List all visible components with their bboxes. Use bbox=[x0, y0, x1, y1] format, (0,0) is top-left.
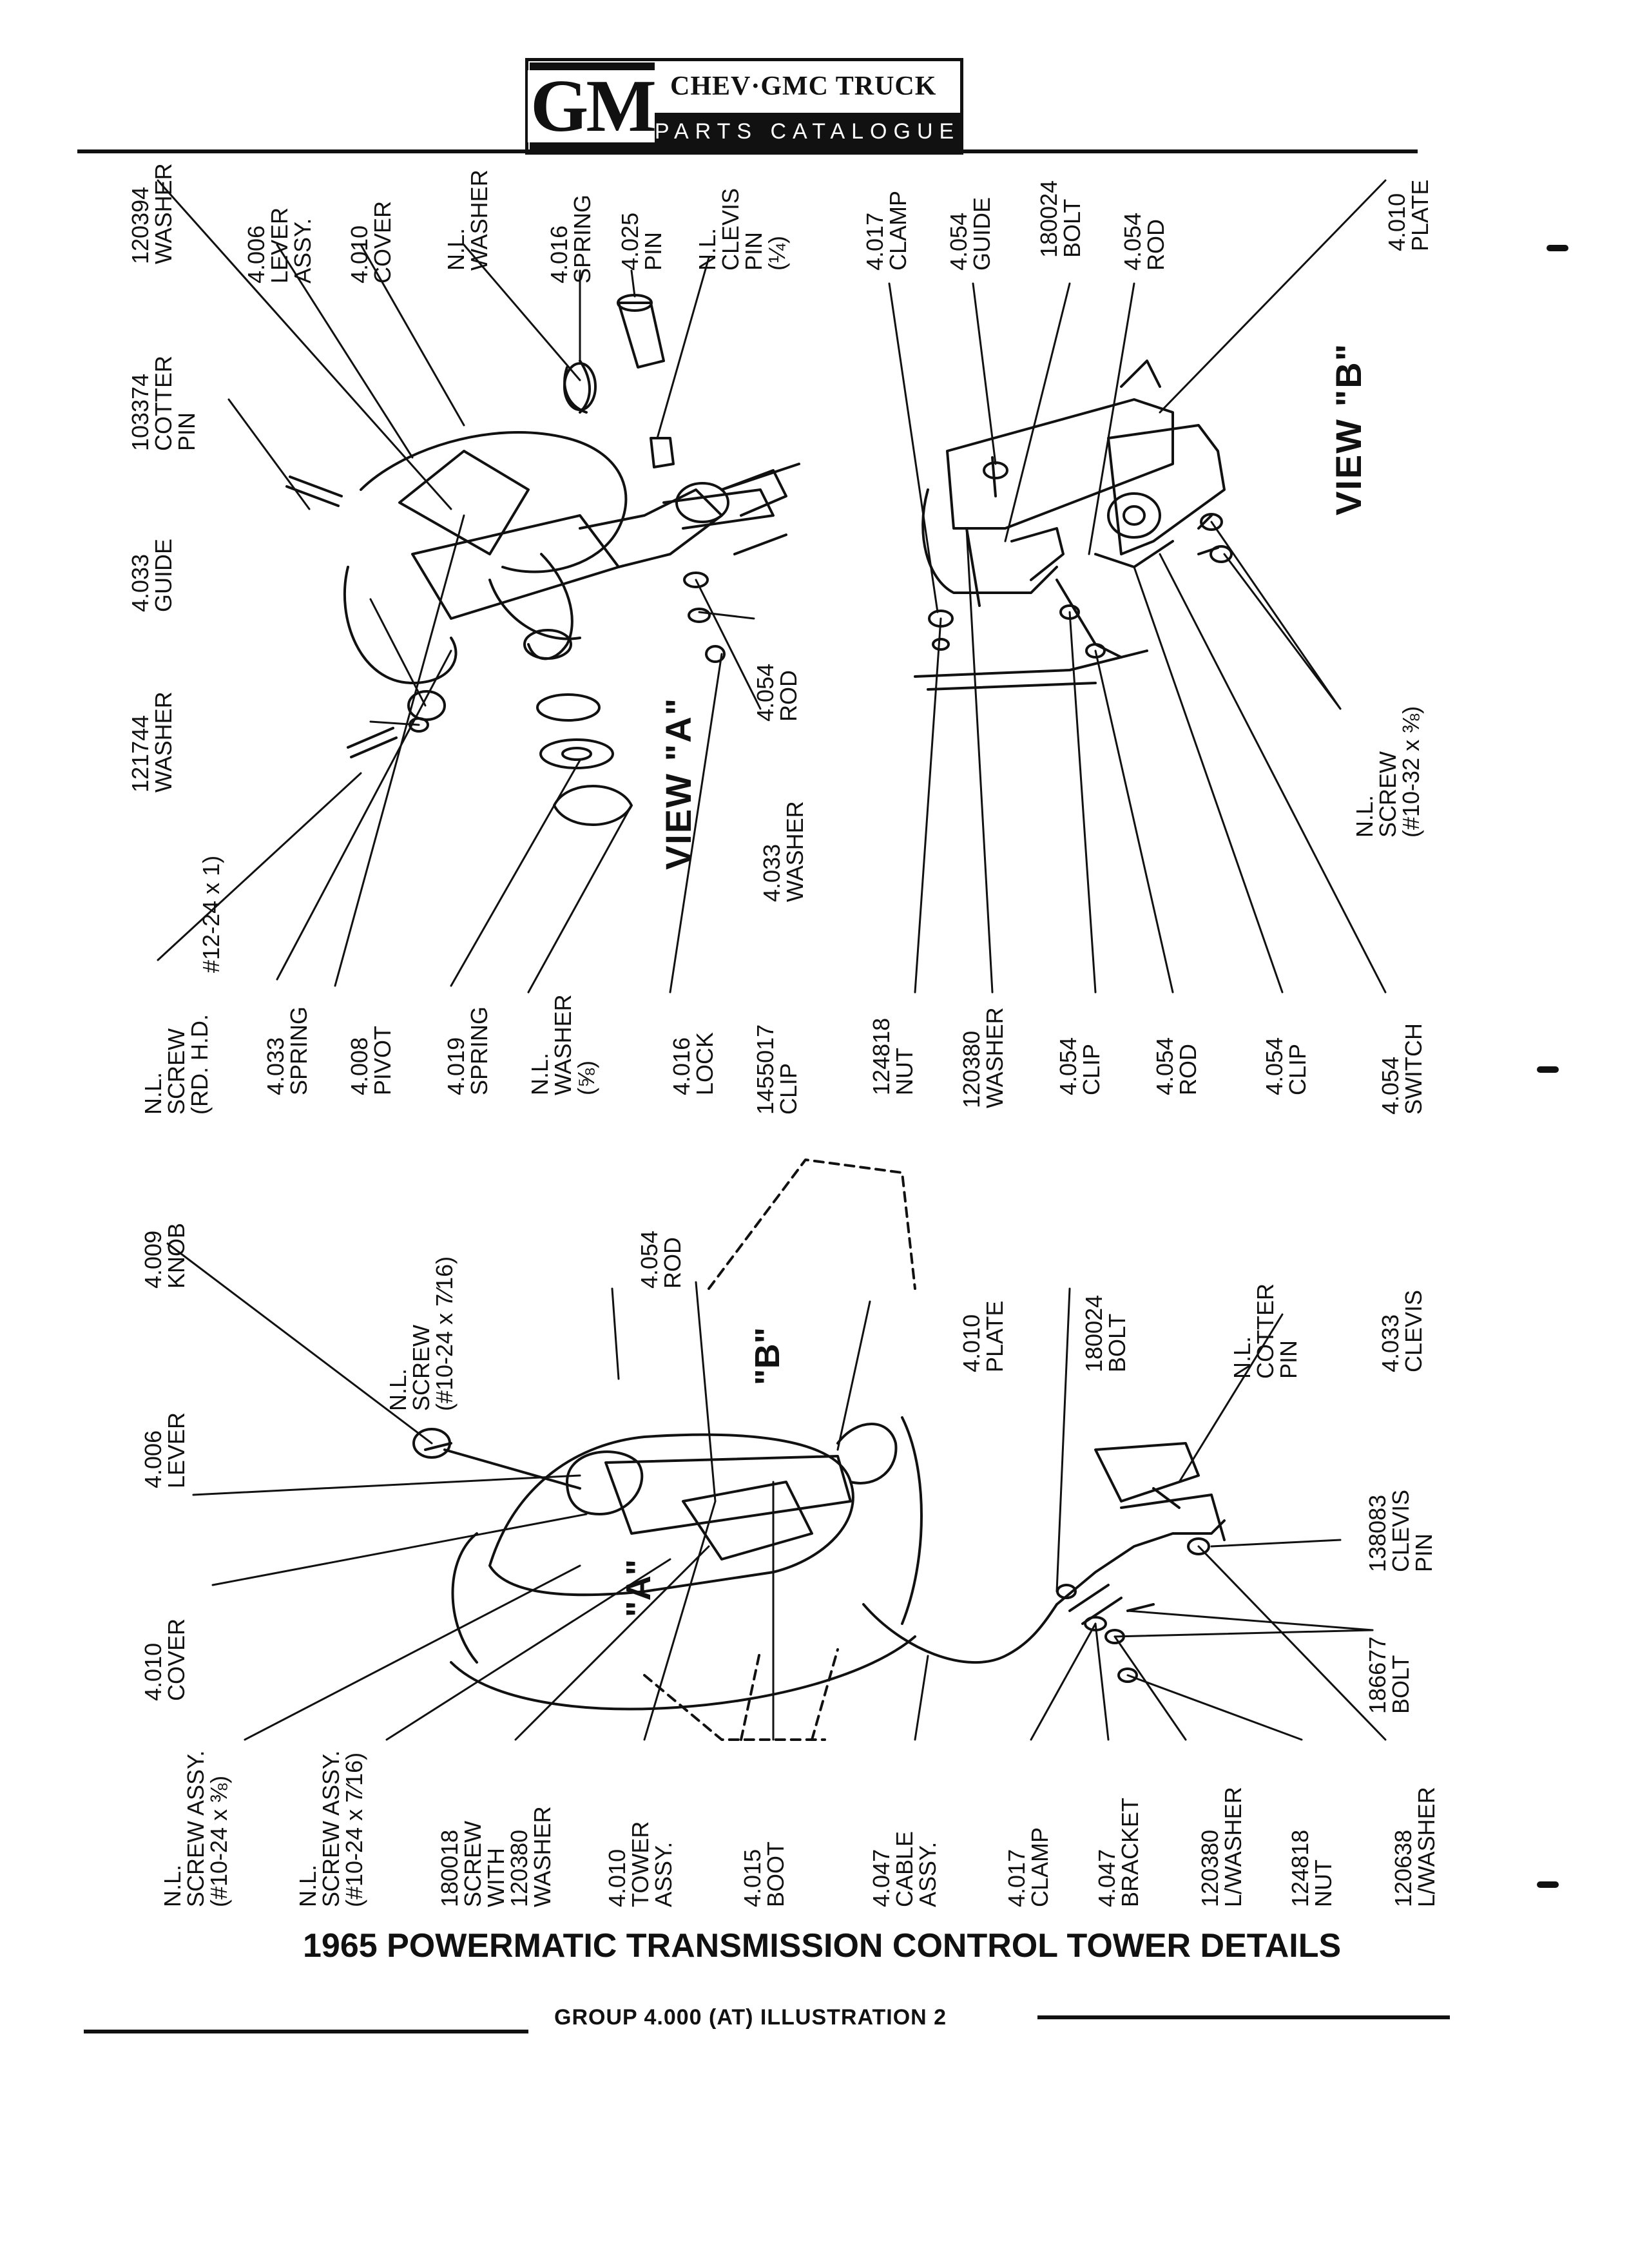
label-180024-bolt-b: 180024 BOLT bbox=[1036, 180, 1085, 258]
label-4010-plate-b: 4.010 PLATE bbox=[1383, 179, 1433, 251]
label-4010-tower-assy: 4.010 TOWER ASSY. bbox=[604, 1821, 677, 1907]
label-4033-spring: 4.033 SPRING bbox=[262, 1006, 312, 1095]
label-nl-cotter-pin-main: N.L. COTTER PIN bbox=[1229, 1283, 1302, 1379]
label-4017-clamp-main: 4.017 CLAMP bbox=[1003, 1827, 1053, 1907]
label-4054-rod-a: 4.054 ROD bbox=[752, 663, 802, 722]
label-4054-rod-c: 4.054 ROD bbox=[1152, 1037, 1201, 1095]
label-4010-plate-main: 4.010 PLATE bbox=[958, 1300, 1008, 1372]
label-4006-lever: 4.006 LEVER bbox=[140, 1412, 189, 1488]
callout-b: "B" bbox=[748, 1327, 787, 1385]
label-nl-screw-b: N.L. SCREW (#10-32 x ⅜) bbox=[1351, 706, 1424, 838]
label-121744-washer: 121744 WASHER bbox=[127, 691, 177, 793]
label-4047-bracket: 4.047 BRACKET bbox=[1094, 1797, 1143, 1907]
footer-rule-left bbox=[84, 2030, 528, 2033]
catalogue-name: PARTS CATALOGUE bbox=[655, 113, 960, 150]
margin-mark bbox=[1537, 1881, 1559, 1888]
label-124818-nut-main: 124818 NUT bbox=[1287, 1829, 1336, 1907]
label-4006-lever-assy: 4.006 LEVER ASSY. bbox=[243, 207, 316, 284]
label-nl-screw-assy-716: N.L. SCREW ASSY. (#10-24 x 7⁄16) bbox=[294, 1750, 367, 1907]
label-4009-knob: 4.009 KNOB bbox=[140, 1222, 189, 1289]
label-4054-clip-1: 4.054 CLIP bbox=[1055, 1037, 1104, 1095]
label-180018-screw: 180018 SCREW WITH 120380 WASHER bbox=[436, 1806, 555, 1907]
label-4047-cable-assy: 4.047 CABLE ASSY. bbox=[868, 1831, 941, 1907]
label-4017-clamp-b: 4.017 CLAMP bbox=[862, 190, 911, 271]
label-4054-clip-2: 4.054 CLIP bbox=[1261, 1037, 1311, 1095]
label-nl-screw-main: N.L. SCREW (#10-24 x 7⁄16) bbox=[385, 1256, 458, 1411]
label-4033-guide: 4.033 GUIDE bbox=[127, 538, 177, 612]
brand-name: CHEV·GMC TRUCK bbox=[670, 72, 937, 101]
label-4016-lock: 4.016 LOCK bbox=[668, 1032, 718, 1095]
label-screw-size: #12-24 x 1) bbox=[198, 855, 224, 973]
label-138083-clevis-pin: 138083 CLEVIS PIN bbox=[1364, 1489, 1437, 1572]
label-4008-pivot: 4.008 PIVOT bbox=[346, 1025, 396, 1095]
page-subtitle: GROUP 4.000 (AT) ILLUSTRATION 2 bbox=[554, 2005, 947, 2030]
label-4033-washer: 4.033 WASHER bbox=[758, 801, 808, 902]
label-4015-boot: 4.015 BOOT bbox=[739, 1841, 789, 1907]
label-103374-cotter-pin: 103374 COTTER PIN bbox=[127, 356, 200, 451]
label-180024-bolt-main: 180024 BOLT bbox=[1081, 1294, 1130, 1372]
label-120638-lwasher: 120638 L/WASHER bbox=[1390, 1787, 1440, 1907]
label-nl-washer-58: N.L. WASHER (⅝) bbox=[526, 994, 599, 1095]
label-nl-washer: N.L. WASHER bbox=[443, 169, 492, 271]
page-title: 1965 POWERMATIC TRANSMISSION CONTROL TOWER DETAILS bbox=[303, 1927, 1342, 1965]
margin-mark bbox=[1547, 245, 1568, 251]
label-186677-bolt: 186677 BOLT bbox=[1364, 1636, 1414, 1714]
callout-a: "A" bbox=[619, 1559, 658, 1617]
label-4025-pin: 4.025 PIN bbox=[617, 212, 666, 271]
label-120380-washer-b: 120380 WASHER bbox=[958, 1007, 1008, 1108]
label-4016-spring: 4.016 SPRING bbox=[546, 194, 595, 284]
label-nl-screw-rd: N.L. SCREW (RD. H.D. bbox=[140, 1014, 213, 1115]
label-4054-rod-b: 4.054 ROD bbox=[1119, 212, 1169, 271]
gm-logo-mark: GM bbox=[530, 62, 655, 150]
view-b-title: VIEW "B" bbox=[1328, 342, 1369, 515]
label-124818-nut-b: 124818 NUT bbox=[868, 1017, 918, 1095]
label-4054-switch: 4.054 SWITCH bbox=[1377, 1023, 1427, 1115]
label-4010-cover: 4.010 COVER bbox=[346, 200, 396, 284]
label-4033-clevis: 4.033 CLEVIS bbox=[1377, 1289, 1427, 1372]
label-120380-lwasher: 120380 L/WASHER bbox=[1197, 1787, 1246, 1907]
label-4054-guide: 4.054 GUIDE bbox=[945, 197, 995, 271]
footer-rule-right bbox=[1037, 2015, 1450, 2019]
label-nl-screw-assy-38: N.L. SCREW ASSY. (#10-24 x ⅜) bbox=[159, 1750, 232, 1907]
label-1455017-clip: 1455017 CLIP bbox=[752, 1024, 802, 1115]
label-4019-spring: 4.019 SPRING bbox=[443, 1006, 492, 1095]
margin-mark bbox=[1537, 1066, 1559, 1073]
label-4054-rod-main: 4.054 ROD bbox=[636, 1230, 686, 1289]
view-a-title: VIEW "A" bbox=[658, 697, 699, 870]
label-4010-cover-main: 4.010 COVER bbox=[140, 1618, 189, 1701]
label-120394-washer: 120394 WASHER bbox=[127, 163, 177, 264]
label-nl-clevis-pin: N.L. CLEVIS PIN (¼) bbox=[694, 187, 790, 271]
